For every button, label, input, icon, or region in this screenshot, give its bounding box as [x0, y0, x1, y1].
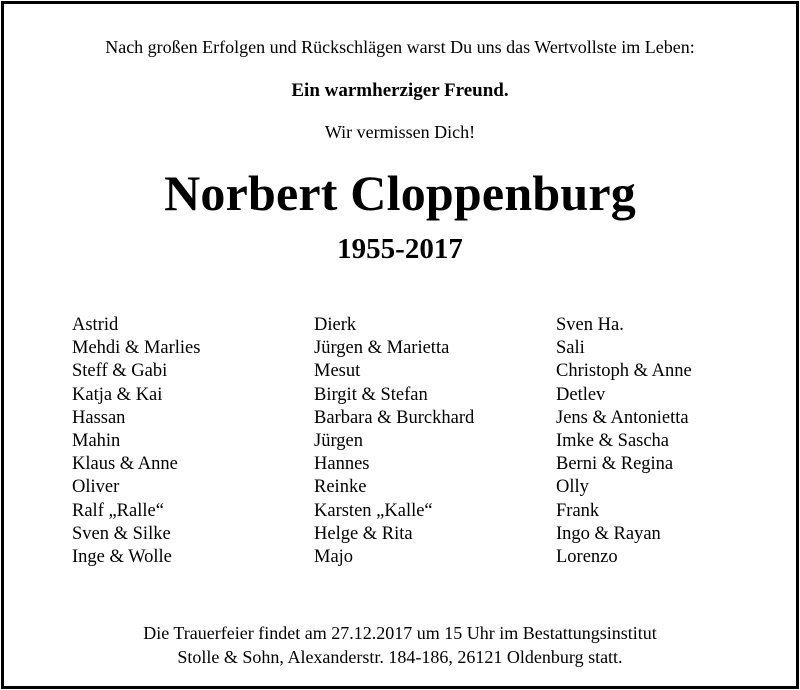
tagline: Ein warmherziger Freund. [291, 80, 509, 101]
mourner-name: Astrid [72, 315, 119, 335]
mourner-name: Detlev [556, 384, 606, 405]
deceased-name: Norbert Cloppenburg [164, 165, 636, 221]
mourner-name: Jens & Antonietta [556, 407, 689, 428]
mourner-name: Olly [556, 477, 589, 498]
mourner-name: Dierk [314, 315, 357, 335]
mourner-name: Barbara & Burckhard [314, 407, 475, 428]
mourner-name: Birgit & Stefan [314, 384, 428, 405]
mourner-name: Karsten „Kalle“ [314, 500, 433, 521]
mourner-name: Reinke [314, 477, 367, 498]
mourner-name: Sven Ha. [556, 315, 624, 335]
mourners-column-2 [314, 314, 474, 569]
mourner-name: Jürgen & Marietta [314, 338, 450, 359]
mourner-name: Imke & Sascha [556, 431, 670, 452]
mourner-name: Majo [314, 547, 354, 568]
mourner-name: Lorenzo [556, 547, 618, 568]
mourner-name: Oliver [72, 477, 120, 498]
mourner-name: Steff & Gabi [72, 361, 168, 382]
mourner-name: Ralf „Ralle“ [72, 500, 164, 521]
mourner-name: Helge & Rita [314, 523, 413, 544]
mourner-name: Berni & Regina [556, 454, 674, 475]
mourner-name: Klaus & Anne [72, 454, 178, 475]
mourner-name: Hannes [314, 454, 370, 475]
funeral-details-line-1: Die Trauerfeier findet am 27.12.2017 um 15 Uhr im Bestattungsinstitut [143, 623, 657, 643]
mourner-name: Christoph & Anne [556, 361, 692, 382]
mourner-name: Hassan [72, 407, 126, 428]
mourner-name: Sven & Silke [72, 523, 171, 544]
funeral-details-line-2: Stolle & Sohn, Alexanderstr. 184-186, 26121 Oldenburg statt. [177, 647, 623, 667]
mourners-column-1 [72, 314, 200, 569]
mourner-name: Mehdi & Marlies [72, 338, 201, 359]
mourner-name: Mesut [314, 361, 361, 382]
miss-text: Wir vermissen Dich! [324, 122, 476, 142]
mourner-name: Frank [556, 500, 600, 521]
mourner-name: Katja & Kai [72, 384, 163, 405]
mourner-name: Mahin [72, 431, 121, 452]
life-years: 1955-2017 [337, 233, 463, 265]
mourner-name: Inge & Wolle [72, 547, 172, 568]
mourner-name: Sali [556, 338, 585, 359]
intro-text: Nach großen Erfolgen und Rückschlägen warst Du uns das Wertvollste im Leben: [105, 37, 695, 57]
obituary-notice [1, 1, 799, 689]
mourner-name: Jürgen [314, 431, 363, 452]
mourners-column-3 [556, 314, 692, 569]
mourner-name: Ingo & Rayan [556, 523, 661, 544]
